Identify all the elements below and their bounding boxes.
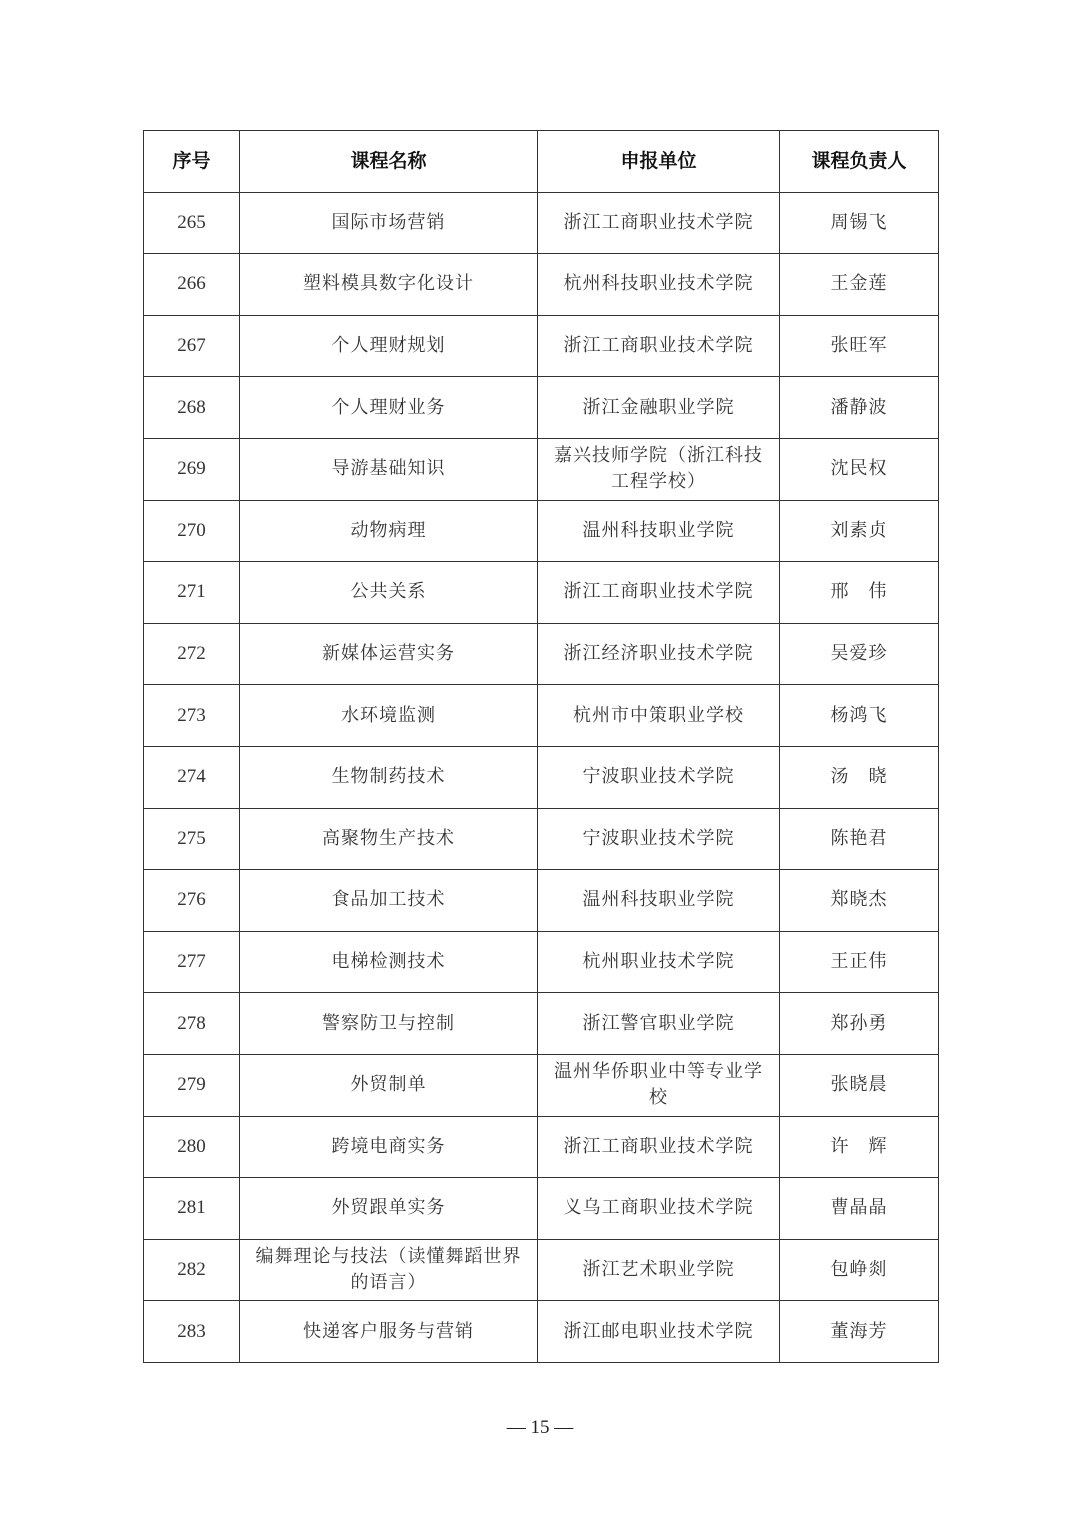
cell-seq: 275 [144, 808, 240, 870]
cell-course-name: 个人理财规划 [240, 315, 538, 377]
cell-course-lead: 周锡飞 [780, 192, 939, 254]
page-number: — 15 — [506, 1417, 574, 1438]
table-row [144, 685, 939, 747]
table-row [144, 377, 939, 439]
table-row [144, 315, 939, 377]
cell-applicant-unit: 杭州科技职业技术学院 [538, 254, 780, 316]
cell-applicant-unit: 宁波职业技术学院 [538, 808, 780, 870]
cell-course-lead: 王正伟 [780, 931, 939, 993]
cell-course-lead: 王金莲 [780, 254, 939, 316]
table-row [144, 500, 939, 562]
cell-applicant-unit: 杭州职业技术学院 [538, 931, 780, 993]
cell-applicant-unit: 浙江经济职业技术学院 [538, 623, 780, 685]
cell-seq: 266 [144, 254, 240, 316]
cell-seq: 265 [144, 192, 240, 254]
cell-applicant-unit: 温州华侨职业中等专业学校 [538, 1054, 780, 1116]
table-row [144, 870, 939, 932]
cell-course-name: 编舞理论与技法（读懂舞蹈世界的语言） [240, 1239, 538, 1301]
cell-course-lead: 杨鸿飞 [780, 685, 939, 747]
cell-course-name: 新媒体运营实务 [240, 623, 538, 685]
cell-seq: 278 [144, 993, 240, 1055]
cell-applicant-unit: 浙江工商职业技术学院 [538, 562, 780, 624]
cell-course-name: 生物制药技术 [240, 746, 538, 808]
cell-applicant-unit: 嘉兴技师学院（浙江科技工程学校） [538, 438, 780, 500]
cell-seq: 276 [144, 870, 240, 932]
cell-applicant-unit: 浙江警官职业学院 [538, 993, 780, 1055]
cell-seq: 277 [144, 931, 240, 993]
table-row [144, 1301, 939, 1363]
header-seq: 序号 [144, 131, 240, 193]
table-row [144, 438, 939, 500]
header-applicant-unit: 申报单位 [538, 131, 780, 193]
cell-course-lead: 张晓晨 [780, 1054, 939, 1116]
cell-course-name: 水环境监测 [240, 685, 538, 747]
cell-course-name: 个人理财业务 [240, 377, 538, 439]
cell-course-lead: 潘静波 [780, 377, 939, 439]
cell-course-lead: 曹晶晶 [780, 1178, 939, 1240]
table-row [144, 623, 939, 685]
cell-applicant-unit: 浙江工商职业技术学院 [538, 192, 780, 254]
cell-course-name: 跨境电商实务 [240, 1116, 538, 1178]
course-list-table [143, 130, 939, 1363]
table-row [144, 192, 939, 254]
cell-seq: 281 [144, 1178, 240, 1240]
table-row [144, 993, 939, 1055]
cell-seq: 274 [144, 746, 240, 808]
cell-seq: 283 [144, 1301, 240, 1363]
cell-applicant-unit: 杭州市中策职业学校 [538, 685, 780, 747]
cell-course-lead: 董海芳 [780, 1301, 939, 1363]
table-row [144, 254, 939, 316]
cell-course-name: 外贸跟单实务 [240, 1178, 538, 1240]
cell-course-lead: 沈民权 [780, 438, 939, 500]
cell-applicant-unit: 浙江邮电职业技术学院 [538, 1301, 780, 1363]
cell-course-lead: 包峥剡 [780, 1239, 939, 1301]
cell-course-name: 外贸制单 [240, 1054, 538, 1116]
cell-applicant-unit: 宁波职业技术学院 [538, 746, 780, 808]
table-row [144, 1054, 939, 1116]
table-row [144, 562, 939, 624]
cell-course-lead: 许 辉 [780, 1116, 939, 1178]
cell-seq: 269 [144, 438, 240, 500]
table-row [144, 808, 939, 870]
cell-course-name: 高聚物生产技术 [240, 808, 538, 870]
cell-course-name: 塑料模具数字化设计 [240, 254, 538, 316]
table-row [144, 746, 939, 808]
cell-applicant-unit: 温州科技职业学院 [538, 500, 780, 562]
cell-seq: 270 [144, 500, 240, 562]
cell-course-name: 动物病理 [240, 500, 538, 562]
cell-seq: 271 [144, 562, 240, 624]
table-header-row [144, 131, 939, 193]
header-course-lead: 课程负责人 [780, 131, 939, 193]
cell-course-name: 国际市场营销 [240, 192, 538, 254]
cell-seq: 279 [144, 1054, 240, 1116]
cell-applicant-unit: 义乌工商职业技术学院 [538, 1178, 780, 1240]
cell-seq: 280 [144, 1116, 240, 1178]
cell-course-lead: 邢 伟 [780, 562, 939, 624]
table-row [144, 1116, 939, 1178]
cell-applicant-unit: 浙江金融职业学院 [538, 377, 780, 439]
cell-course-lead: 郑晓杰 [780, 870, 939, 932]
cell-course-lead: 刘素贞 [780, 500, 939, 562]
cell-course-name: 电梯检测技术 [240, 931, 538, 993]
cell-seq: 267 [144, 315, 240, 377]
table-body [144, 192, 939, 1362]
cell-seq: 268 [144, 377, 240, 439]
cell-course-name: 快递客户服务与营销 [240, 1301, 538, 1363]
table-row [144, 1239, 939, 1301]
cell-course-lead: 陈艳君 [780, 808, 939, 870]
table-row [144, 931, 939, 993]
cell-course-lead: 汤 晓 [780, 746, 939, 808]
cell-seq: 272 [144, 623, 240, 685]
cell-course-name: 公共关系 [240, 562, 538, 624]
cell-seq: 282 [144, 1239, 240, 1301]
cell-applicant-unit: 浙江艺术职业学院 [538, 1239, 780, 1301]
cell-course-lead: 吴爱珍 [780, 623, 939, 685]
header-course-name: 课程名称 [240, 131, 538, 193]
cell-applicant-unit: 温州科技职业学院 [538, 870, 780, 932]
cell-course-lead: 张旺军 [780, 315, 939, 377]
cell-course-name: 导游基础知识 [240, 438, 538, 500]
cell-applicant-unit: 浙江工商职业技术学院 [538, 315, 780, 377]
cell-seq: 273 [144, 685, 240, 747]
cell-course-lead: 郑孙勇 [780, 993, 939, 1055]
cell-course-name: 食品加工技术 [240, 870, 538, 932]
cell-course-name: 警察防卫与控制 [240, 993, 538, 1055]
cell-applicant-unit: 浙江工商职业技术学院 [538, 1116, 780, 1178]
table-row [144, 1178, 939, 1240]
